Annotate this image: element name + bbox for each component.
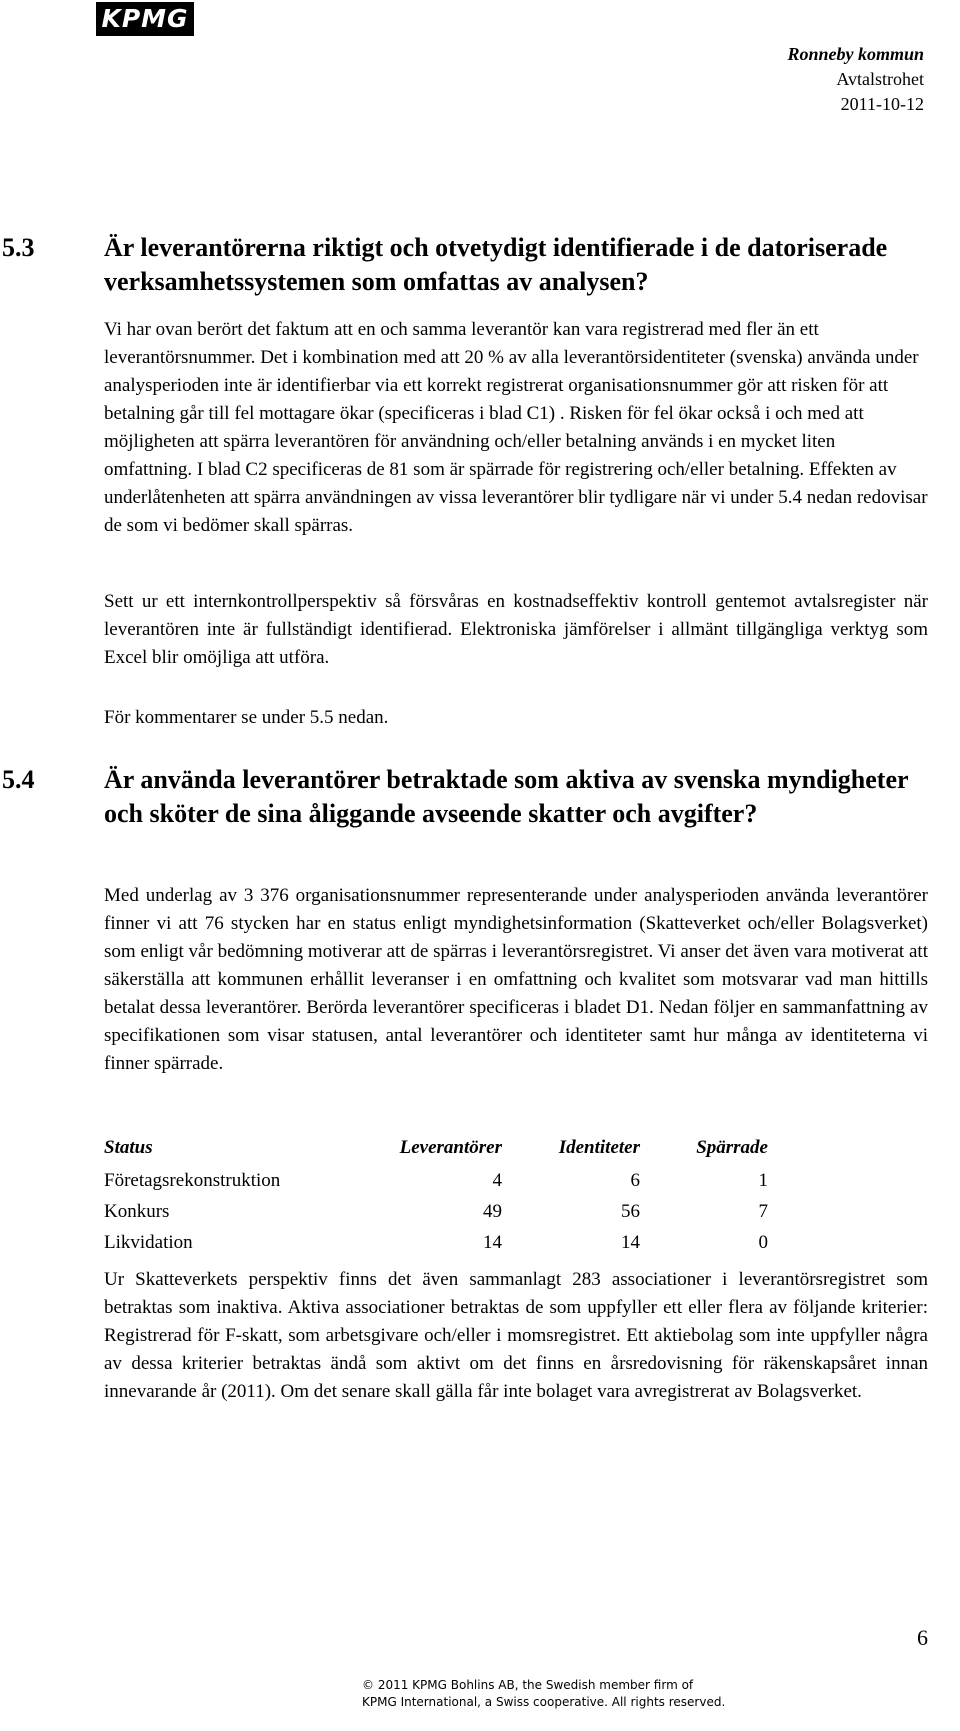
table-cell-leverantorer: 4 xyxy=(492,1169,502,1191)
section-5-3-paragraph-2: Sett ur ett internkontrollperspektiv så försvåras en kostnadseffektiv kontroll gentemot avtalsregister när leverantören inte är fullständigt identifierad. Elektroniska jämförelser i allmänt tillgängliga verktyg som Excel blir omöjliga att utföra. xyxy=(104,591,928,668)
table-row xyxy=(104,1196,768,1227)
section-title-5-4: Är använda leverantörer betraktade som aktiva av svenska myndigheter och sköter de sina åliggande avseende skatter och avgifter? xyxy=(104,765,909,828)
section-5-3-paragraph-1 xyxy=(104,316,928,540)
section-5-4-paragraph-2: Ur Skatteverkets perspektiv finns det även sammanlagt 283 associationer i leverantörsregistret som betraktas som inaktiva. Aktiva associationer betraktas de som uppfyller ett eller flera av följande kriterier: Registrerad för F-skatt, som arbetsgivare och/eller i momsregistret. Ett aktiebolag som inte uppfyller några av dessa kriterier betraktas ändå som aktivt om det finns en årsredovisning för räkenskapsåret innan innevarande år (2011). Om det senare skall gälla får inte bolaget vara avregistrerat av Bolagsverket. xyxy=(104,1269,928,1402)
section-5-3-paragraph-1-rest: Det i kombination med att 20 % av alla leverantörsidentiteter (svenska) använda under analysperioden inte är identifierbar via ett korrekt registrerat organisationsnummer gör att risken för att betalning går till fel mottagare ökar (specificeras i blad C1) . Risken för fel ökar också i och med att möjligheten att spärra leverantören för användning och/eller betalning används i en mycket liten omfattning. I blad C2 specificeras de 81 som är spärrade för registrering och/eller betalning. Effekten av underlåtenheten att spärra användningen av vissa leverantörer blir tydligare när vi under 5.4 nedan redovisar de som vi bedömer skall spärras. xyxy=(104,347,928,536)
table-cell-identiteter: 56 xyxy=(621,1200,640,1222)
table-cell-sparrade: 1 xyxy=(758,1169,768,1191)
table-cell-status: Likvidation xyxy=(104,1231,193,1253)
table-cell-sparrade: 7 xyxy=(758,1200,768,1222)
page-number: 6 xyxy=(917,1625,928,1650)
copyright-footer xyxy=(362,1677,725,1711)
table-row xyxy=(104,1227,768,1258)
table-cell-leverantorer: 49 xyxy=(483,1200,502,1222)
table-cell-status: Företagsrekonstruktion xyxy=(104,1169,281,1191)
column-header-sparrade: Spärrade xyxy=(696,1137,768,1158)
table-cell-identiteter: 6 xyxy=(630,1169,640,1191)
table-cell-sparrade: 0 xyxy=(758,1231,768,1253)
footer-line-1: © 2011 KPMG Bohlins AB, the Swedish member firm of xyxy=(362,1678,694,1692)
header-date: 2011-10-12 xyxy=(840,94,924,114)
section-5-4-paragraph-1: Med underlag av 3 376 organisationsnummer representerande under analysperioden använda leverantörer finner vi att 76 stycken har en status enligt myndighetsinformation (Skatteverket och/eller Bolagsverket) som enligt vår bedömning motiverar att de spärras i leverantörsregistret. Vi anser det även vara motiverat att säkerställa att kommunen erhållit leveranser i en omfattning och kvalitet som motsvarar vad man hittills betalat dessa leverantörer. Berörda leverantörer specificeras i bladet D1. Nedan följer en sammanfattning av specifikationen som visar statusen, antal leverantörer och identiteter samt hur många av identiteterna vi finner spärrade. xyxy=(104,885,928,1074)
column-header-identiteter: Identiteter xyxy=(558,1137,640,1158)
section-5-3-paragraph-3: För kommentarer se under 5.5 nedan. xyxy=(104,707,389,728)
section-5-3-paragraph-1-lead: Vi har ovan berört det faktum att en och samma leverantör kan vara registrerad med fler än ett leverantörsnummer. xyxy=(104,319,819,368)
status-table-header-row xyxy=(104,1131,768,1165)
section-number-5-3: 5.3 xyxy=(2,233,35,262)
status-table xyxy=(104,1131,768,1258)
kpmg-logo: KPMG xyxy=(96,2,194,36)
table-cell-leverantorer: 14 xyxy=(483,1231,502,1253)
table-cell-status: Konkurs xyxy=(104,1200,170,1222)
footer-line-2: KPMG International, a Swiss cooperative. All rights reserved. xyxy=(362,1695,726,1709)
column-header-leverantorer: Leverantörer xyxy=(399,1137,502,1158)
section-title-5-3: Är leverantörerna riktigt och otvetydigt identifierade i de datoriserade verksamhetssystemen som omfattas av analysen? xyxy=(104,233,888,296)
table-cell-identiteter: 14 xyxy=(621,1231,640,1253)
page-header xyxy=(787,42,924,117)
section-number-5-4: 5.4 xyxy=(2,765,35,794)
table-row xyxy=(104,1165,768,1196)
header-document: Avtalstrohet xyxy=(836,69,924,89)
header-organization: Ronneby kommun xyxy=(787,44,924,64)
column-header-status: Status xyxy=(104,1137,153,1158)
